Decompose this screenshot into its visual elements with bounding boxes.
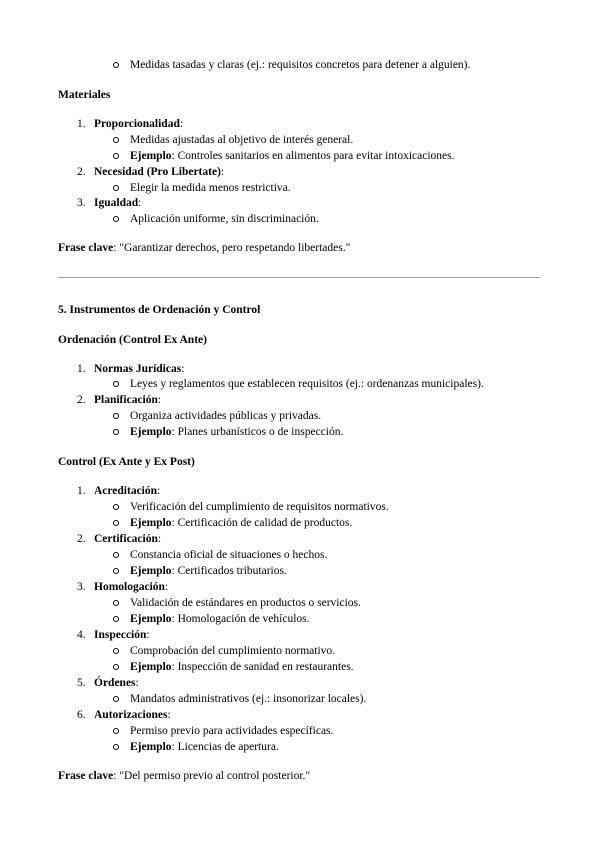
bullet-text: : Certificados tributarios. [171, 565, 287, 577]
example-label: Ejemplo [130, 150, 172, 162]
list-item [130, 133, 353, 147]
list-item [130, 58, 470, 72]
item-colon: : [146, 629, 150, 641]
list-item [130, 660, 354, 674]
section-heading: 5. Instrumentos de Ordenación y Control [58, 304, 261, 316]
item-title: Igualdad [94, 197, 139, 209]
list-item [130, 596, 361, 610]
list-item [130, 612, 310, 626]
list-item [77, 532, 162, 546]
item-colon: : [220, 166, 225, 178]
list-item [130, 500, 389, 514]
item-title: Necesidad (Pro Libertate) [94, 166, 221, 178]
item-colon: : [157, 394, 162, 406]
example-label: Ejemplo [130, 613, 172, 625]
key-phrase-label: Frase clave [58, 242, 114, 254]
item-title: Planificación [94, 394, 158, 406]
bullet-text: Leyes y reglamentos que establecen requisitos (ej.: ordenanzas municipales). [130, 378, 484, 390]
list-item [130, 516, 352, 530]
list-item [77, 484, 161, 498]
item-colon: : [157, 533, 162, 545]
item-colon: : [181, 363, 185, 375]
list-number: 4. [77, 629, 86, 641]
list-number: 1. [77, 485, 86, 497]
list-item [77, 117, 184, 131]
item-colon: : [179, 118, 184, 130]
list-number: 3. [77, 197, 86, 209]
item-title: Proporcionalidad [94, 118, 180, 130]
list-number: 1. [77, 363, 86, 375]
item-colon: : [157, 485, 161, 497]
bullet-text: Elegir la medida menos restrictiva. [130, 182, 291, 194]
item-colon: : [167, 709, 171, 721]
list-item [77, 708, 171, 722]
list-item [130, 425, 343, 439]
bullet-text: : Licencias de apertura. [171, 741, 279, 753]
bullet-text: Aplicación uniforme, sin discriminación. [130, 213, 319, 225]
list-number: 5. [77, 677, 86, 689]
key-phrase [58, 769, 310, 783]
list-item [130, 548, 327, 562]
bullet-text: Organiza actividades públicas y privadas. [130, 410, 322, 422]
list-item [130, 212, 319, 226]
bullet-text: Permiso previo para actividades específicas. [130, 725, 334, 737]
item-colon: : [138, 197, 142, 209]
example-label: Ejemplo [130, 517, 172, 529]
item-title: Certificación [94, 533, 158, 545]
list-item [77, 628, 150, 642]
list-item [130, 564, 287, 578]
list-item [77, 165, 225, 179]
bullet-text: Verificación del cumplimiento de requisitos normativos. [130, 501, 389, 513]
divider [58, 277, 540, 278]
key-phrase-text: : "Del permiso previo al control posterior." [113, 770, 311, 782]
list-number: 2. [77, 394, 86, 406]
list-item [130, 724, 333, 738]
key-phrase-label: Frase clave [58, 770, 114, 782]
item-title: Órdenes [94, 677, 136, 689]
bullet-text: Comprobación del cumplimiento normativo. [130, 645, 336, 657]
list-item [77, 362, 185, 376]
list-item [130, 740, 279, 754]
item-colon: : [135, 677, 139, 689]
key-phrase-text: : "Garantizar derechos, pero respetando libertades." [113, 242, 351, 254]
item-colon: : [164, 581, 169, 593]
section-heading: Materiales [58, 89, 111, 101]
bullet-text: Medidas tasadas y claras (ej.: requisitos concretos para detener a alguien). [130, 59, 471, 71]
bullet-text: Mandatos administrativos (ej.: insonorizar locales). [130, 693, 367, 705]
list-item [130, 692, 366, 706]
list-number: 2. [77, 533, 86, 545]
item-title: Normas Jurídicas [94, 363, 182, 375]
example-label: Ejemplo [130, 565, 172, 577]
list-item [77, 196, 142, 210]
bullet-text: Validación de estándares en productos o servicios. [130, 597, 361, 609]
item-title: Homologación [94, 581, 165, 593]
list-item [130, 377, 484, 391]
bullet-text: : Homologación de vehículos. [171, 613, 310, 625]
list-item [130, 644, 335, 658]
bullet-text: Medidas ajustadas al objetivo de interés general. [130, 134, 354, 146]
list-number: 2. [77, 166, 86, 178]
example-label: Ejemplo [130, 741, 172, 753]
bullet-text: : Inspección de sanidad en restaurantes. [171, 661, 354, 673]
list-item [77, 393, 162, 407]
subsection-heading: Control (Ex Ante y Ex Post) [58, 456, 195, 468]
list-item [130, 409, 321, 423]
key-phrase [58, 241, 350, 255]
bullet-text: Constancia oficial de situaciones o hechos. [130, 549, 328, 561]
list-item [130, 181, 291, 195]
item-title: Inspección [94, 629, 147, 641]
example-label: Ejemplo [130, 661, 172, 673]
subsection-heading: Ordenación (Control Ex Ante) [58, 334, 207, 346]
bullet-text: : Controles sanitarios en alimentos para evitar intoxicaciones. [171, 150, 455, 162]
list-number: 1. [77, 118, 86, 130]
list-item [77, 580, 169, 594]
bullet-text: : Planes urbanísticos o de inspección. [171, 426, 344, 438]
list-number: 3. [77, 581, 86, 593]
list-item [130, 149, 454, 163]
item-title: Autorizaciones [94, 709, 168, 721]
example-label: Ejemplo [130, 426, 172, 438]
list-item [77, 676, 139, 690]
list-number: 6. [77, 709, 86, 721]
bullet-text: : Certificación de calidad de productos. [171, 517, 353, 529]
item-title: Acreditación [94, 485, 158, 497]
